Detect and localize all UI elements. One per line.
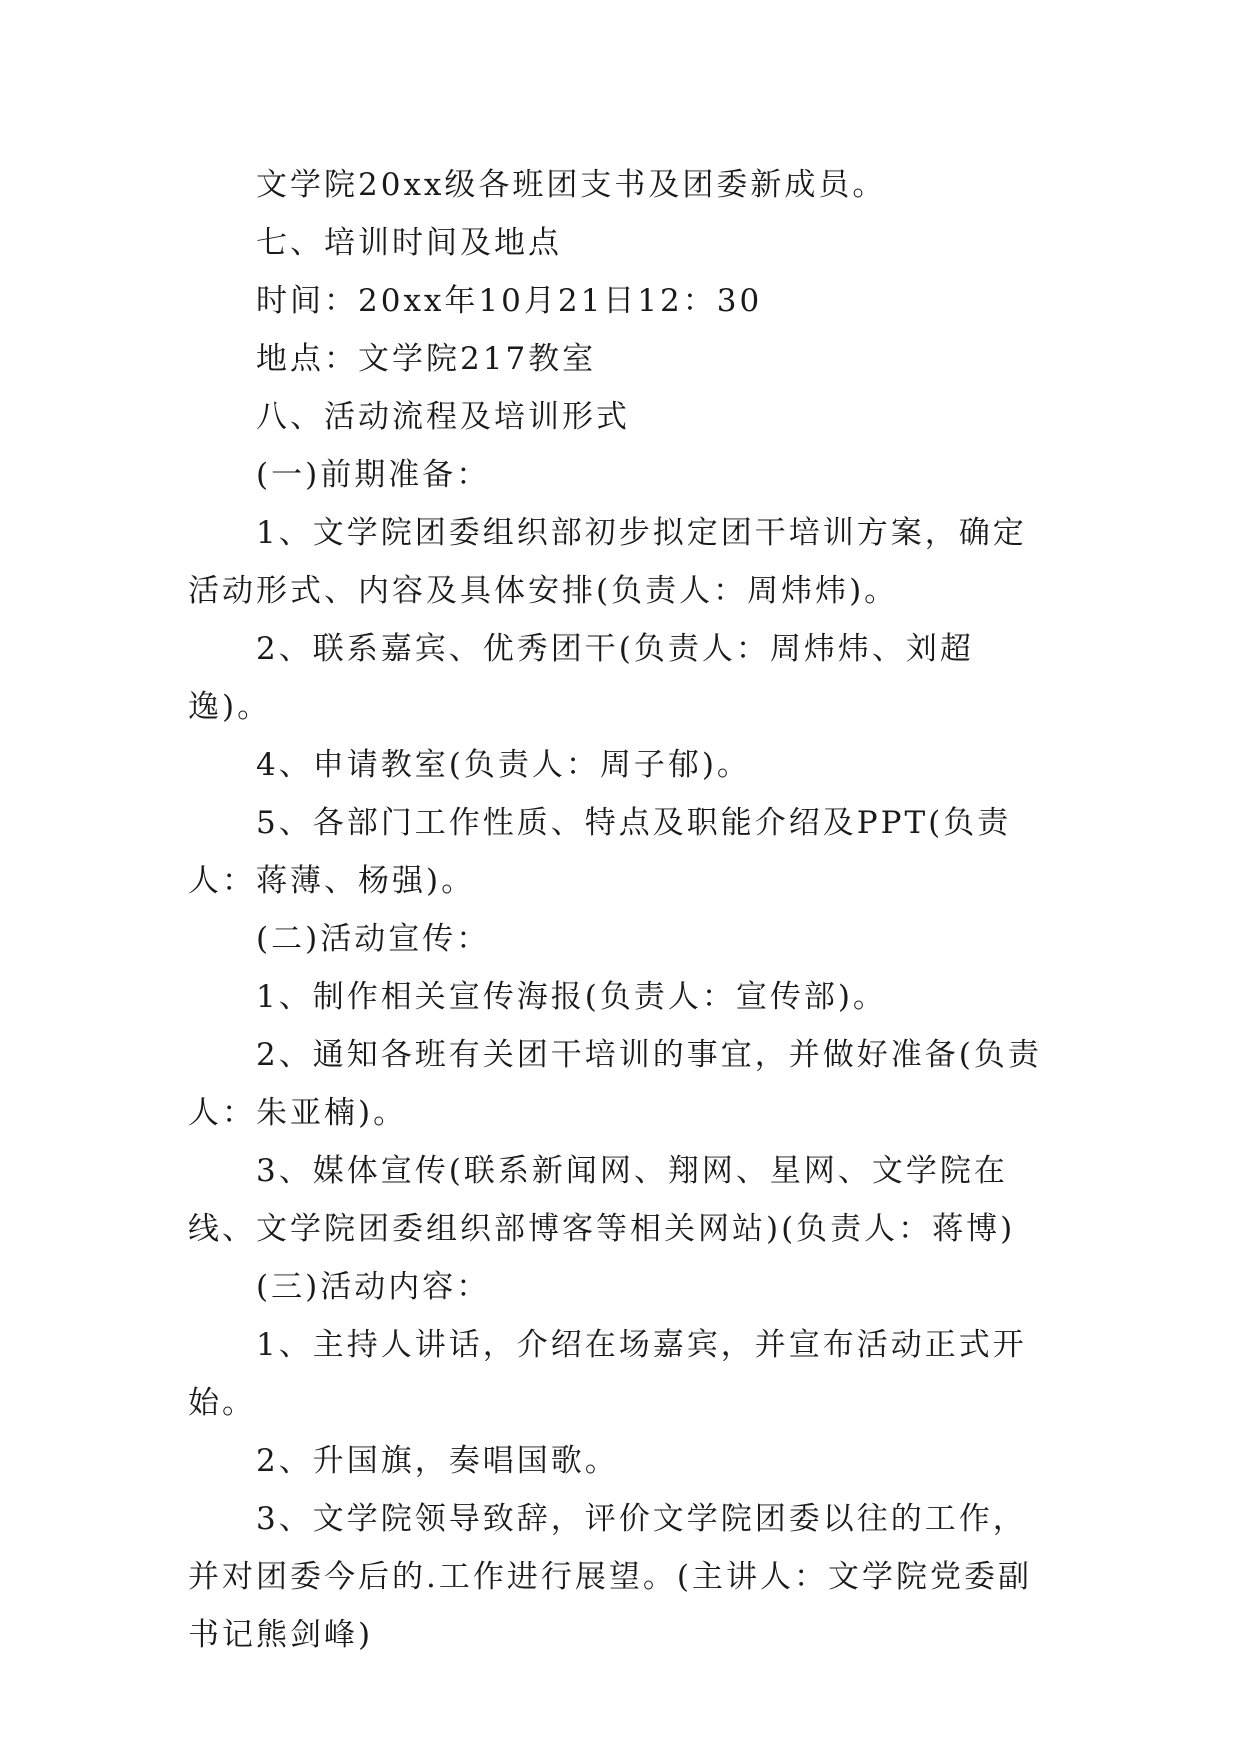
list-item-content-1: 1、主持人讲话，介绍在场嘉宾，并宣布活动正式开始。 [188,1327,1027,1421]
list-item-prep-4: 4、申请教室(负责人：周子郁)。 [256,747,751,783]
list-item-prep-1: 1、文学院团委组织部初步拟定团干培训方案，确定活动形式、内容及具体安排(负责人：周炜炜)。 [188,515,1027,609]
list-item-prep-5: 5、各部门工作性质、特点及职能介绍及PPT(负责人：蒋薄、杨强)。 [188,805,1012,899]
list-item-prep-2: 2、联系嘉宾、优秀团干(负责人：周炜炜、刘超逸)。 [188,631,974,725]
subheading-content: (三)活动内容： [256,1269,491,1305]
list-item-content-2: 2、升国旗，奏唱国歌。 [256,1443,619,1479]
section-heading-process: 八、活动流程及培训形式 [256,399,630,435]
list-item-publicity-2: 2、通知各班有关团干培训的事宜，并做好准备(负责人：朱亚楠)。 [188,1037,1042,1131]
subheading-publicity: (二)活动宣传： [256,921,491,957]
section-heading-time-place: 七、培训时间及地点 [256,225,562,261]
list-item-publicity-3: 3、媒体宣传(联系新闻网、翔网、星网、文学院在线、文学院团委组织部博客等相关网站)(负责人：蒋博) [188,1153,1016,1247]
paragraph-time: 时间：20xx年10月21日12：30 [256,283,763,319]
paragraph-place: 地点：文学院217教室 [256,341,597,377]
subheading-preparation: (一)前期准备： [256,457,491,493]
document-body [188,156,1053,1664]
paragraph-participants: 文学院20xx级各班团支书及团委新成员。 [256,167,887,203]
list-item-publicity-1: 1、制作相关宣传海报(负责人：宣传部)。 [256,979,887,1015]
list-item-content-3: 3、文学院领导致辞，评价文学院团委以往的工作，并对团委今后的.工作进行展望。(主讲人：文学院党委副书记熊剑峰) [188,1501,1032,1653]
